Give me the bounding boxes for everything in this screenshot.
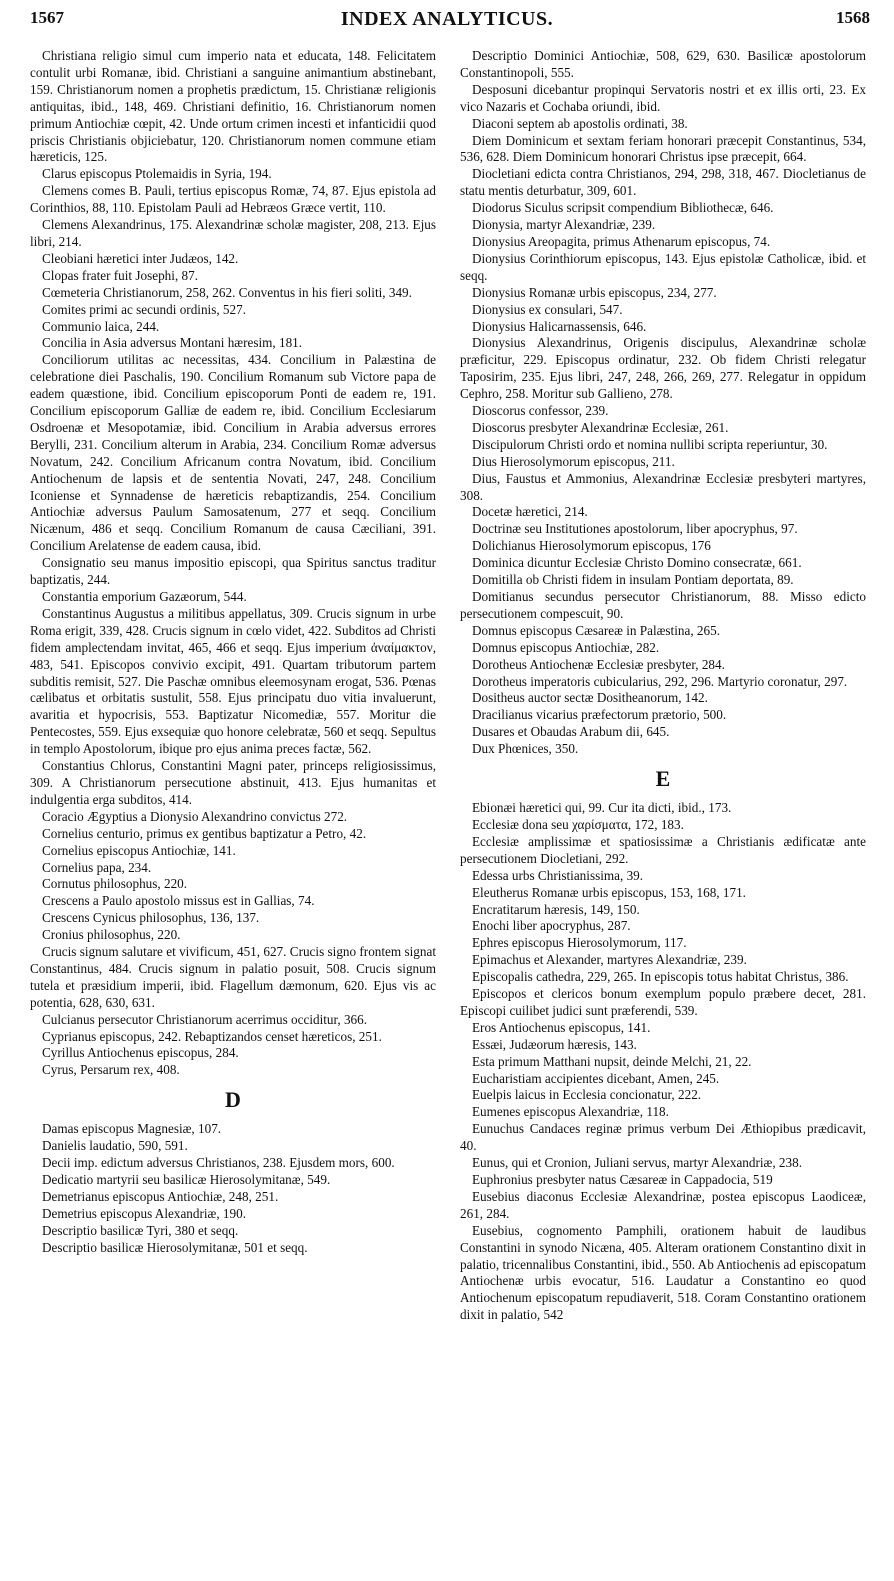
index-entry: Epimachus et Alexander, martyres Alexandriæ, 239. (472, 952, 747, 968)
index-entry: Dionysius Romanæ urbis episcopus, 234, 277. (472, 284, 717, 300)
index-entry: Cornutus philosophus, 220. (42, 876, 188, 892)
index-entry: Ebionæi hæretici qui, 99. Cur ita dicti, ibid., 173. (472, 800, 732, 816)
index-entry: Dorotheus Antiochenæ Ecclesiæ presbyter, 284. (472, 656, 725, 672)
right-column-entries (460, 48, 866, 758)
index-entry: Culcianus persecutor Christianorum acerrimus occiditur, 366. (42, 1011, 368, 1027)
index-entry: Dionysius Corinthiorum episcopus, 143. Ejus epistolæ Catholicæ, ibid. et seqq. (460, 250, 866, 283)
index-entry: Encratitarum hæresis, 149, 150. (472, 901, 640, 917)
index-entry: Diodorus Siculus scripsit compendium Bibliothecæ, 646. (472, 200, 774, 216)
index-entry: Essæi, Judæorum hæresis, 143. (472, 1036, 637, 1052)
index-entry: Clemens comes B. Pauli, tertius episcopus Romæ, 74, 87. Ejus epistola ad Corinthios, 88, 110. Epistolam Pauli ad Hebræos Græce vertit, 110. (30, 183, 436, 216)
index-entry: Descriptio basilicæ Hierosolymitanæ, 501 et seqq. (42, 1239, 308, 1255)
index-entry: Comites primi ac secundi ordinis, 527. (42, 301, 247, 317)
index-entry: Dominica dicuntur Ecclesiæ Christo Domino consecratæ, 661. (472, 555, 802, 571)
index-entry: Dionysius ex consulari, 547. (472, 301, 623, 317)
index-entry: Cornelius papa, 234. (42, 859, 152, 875)
index-entry: Concilia in Asia adversus Montani hæresim, 181. (42, 335, 303, 351)
index-entry: Episcopos et clericos bonum exemplum populo præbere decet, 281. Episcopi cuilibet judici sunt præferendi, 539. (460, 986, 866, 1018)
index-entry: Edessa urbs Christianissima, 39. (472, 867, 644, 883)
section-letter-e: E (655, 766, 671, 792)
index-entry: Clarus episcopus Ptolemaidis in Syria, 194. (42, 166, 272, 182)
index-entry: Esta primum Matthani nupsit, deinde Melchi, 21, 22. (472, 1053, 752, 1069)
index-entry: Dius, Faustus et Ammonius, Alexandrinæ Ecclesiæ presbyteri martyres, 308. (460, 470, 866, 503)
index-entry: Dionysius Areopagita, primus Athenarum episcopus, 74. (472, 233, 771, 249)
index-entry: Demetrius episcopus Alexandriæ, 190. (42, 1205, 247, 1221)
index-entry: Domnus episcopus Cæsareæ in Palæstina, 265. (472, 622, 720, 638)
index-entry: Eumenes episcopus Alexandriæ, 118. (472, 1104, 669, 1120)
index-entry: Dositheus auctor sectæ Dositheanorum, 142. (472, 690, 708, 706)
index-entry: Discipulorum Christi ordo et nomina nullibi scripta reperiuntur, 30. (472, 436, 828, 452)
index-entry: Descriptio basilicæ Tyri, 380 et seqq. (42, 1222, 239, 1238)
index-entry: Demetrianus episcopus Antiochiæ, 248, 251. (42, 1188, 279, 1204)
index-entry: Eusebius diaconus Ecclesiæ Alexandrinæ, postea episcopus Laodiceæ, 261, 284. (460, 1188, 866, 1221)
index-entry: Constantinus Augustus a militibus appellatus, 309. Crucis signum in urbe Roma erigit, 339, 428. Crucis signum in cœlo videt, 422. Subditos ad Christi fidem amplectendam invitat, 465, 466 et seqq. Ejus imperium ἀναίμακτον, 483, 541. Episcopos convivio excipit, 491. Quartam tributorum partem subditis remisit, 527. Die Paschæ omnibus eleemosynam erogat, 536. Pœnas cælibatus et orbitatis sustulit, 558. Ejus principatu duo vitia invaluerunt, avaritia et hypocrisis, 553. Baptizatur Nicomediæ, 557. Moritur die Pentecostes, 559. Ejus exsequiæ quo honore celebratæ, 560 et seqq. Sepultus in templo Apostolorum, ibique pro ejus anima preces factæ, 562. (30, 605, 436, 757)
index-entry: Ecclesiæ dona seu χαρίσματα, 172, 183. (472, 816, 684, 832)
index-entry: Cyprianus episcopus, 242. Rebaptizandos censet hæreticos, 251. (42, 1028, 382, 1044)
index-entry: Euphronius presbyter natus Cæsareæ in Cappadocia, 519 (472, 1172, 773, 1187)
section-letter-d: D (225, 1087, 241, 1113)
index-entry: Dolichianus Hierosolymorum episcopus, 176 (472, 538, 711, 554)
index-entry: Eusebius, cognomento Pamphili, orationem habuit de laudibus Constantini in synodo Nicæna, 405. Alteram orationem Constantino dixit in palatio, tricennalibus Constantini, ibid., 550. Ab Antiochenis ad episcopatum Antiochenæ urbis evocatur, 516. Laudatur a Constantino eo quod Antiochenum episcopatum repudiaverit, 518. Coram Constantino orationem dixit in palatio, 542 (460, 1222, 866, 1323)
index-entry: Docetæ hæretici, 214. (472, 504, 588, 520)
index-entry: Eunuchus Candaces reginæ primus verbum Dei Æthiopibus prædicavit, 40. (460, 1121, 866, 1154)
index-entry: Communio laica, 244. (42, 318, 160, 334)
index-entry: Clemens Alexandrinus, 175. Alexandrinæ scholæ magister, 208, 213. Ejus libri, 214. (30, 217, 436, 249)
index-entry: Cyrus, Persarum rex, 408. (42, 1062, 180, 1078)
index-entry: Decii imp. edictum adversus Christianos, 238. Ejusdem mors, 600. (42, 1155, 395, 1171)
index-entry: Cornelius centurio, primus ex gentibus baptizatur a Petro, 42. (42, 825, 367, 841)
index-entry: Dioscorus presbyter Alexandrinæ Ecclesiæ, 261. (472, 419, 729, 435)
index-entry: Eunus, qui et Cronion, Juliani servus, martyr Alexandriæ, 238. (472, 1155, 803, 1171)
index-entry: Clopas frater fuit Josephi, 87. (42, 267, 199, 283)
index-entry: Domitianus secundus persecutor Christianorum, 88. Misso edicto persecutionem compescuit, 90. (460, 589, 866, 621)
index-entry: Ephres episcopus Hierosolymorum, 117. (472, 935, 687, 951)
index-entry: Episcopalis cathedra, 229, 265. In episcopis totus habitat Christus, 386. (472, 969, 849, 985)
index-entry: Diaconi septem ab apostolis ordinati, 38. (472, 115, 688, 131)
index-entry: Euelpis laicus in Ecclesia concionatur, 222. (472, 1087, 702, 1103)
index-entry: Danielis laudatio, 590, 591. (42, 1138, 188, 1154)
index-entry: Dionysius Halicarnassensis, 646. (472, 318, 647, 334)
index-entry: Dioscorus confessor, 239. (472, 403, 609, 419)
index-entry: Eleutherus Romanæ urbis episcopus, 153, 168, 171. (472, 884, 746, 900)
index-entry: Dionysius Alexandrinus, Origenis discipulus, Alexandrinæ scholæ præficitur, 229. Episcopus ordinatur, 232. Ob fidem Christi relegatur Taposirim, 235. Ejus libri, 247, 248, 266, 269, 277. Relegatur in oppidum Cephro, 258. Moritur sub Gallieno, 278. (460, 335, 866, 402)
index-entry: Cleobiani hæretici inter Judæos, 142. (42, 250, 239, 266)
e-section-entries (460, 800, 866, 1324)
index-entry: Dux Phœnices, 350. (472, 741, 579, 757)
index-entry: Christiana religio simul cum imperio nata et educata, 148. Felicitatem contulit urbi Romanæ, ibid. Christiani a sanguine animantium abstinebant, 159. Christianorum nomen a prophetis prædictum, 15. Christianæ religionis antiquitas, ibid., 148, 469. Christiani definitio, 16. Christianorum nomen primum Antiochiæ cœpit, 42. Unde ortum crimen incesti et infanticidii quod priscis Christianis objiciebatur, 120. Christianorum nomen commune etiam hæreticis, 125. (30, 48, 436, 165)
index-entry: Enochi liber apocryphus, 287. (472, 918, 631, 934)
index-entry: Eros Antiochenus episcopus, 141. (472, 1019, 651, 1035)
running-title: INDEX ANALYTICUS. (340, 8, 554, 30)
right-column (460, 48, 866, 1324)
index-entry: Cœmeteria Christianorum, 258, 262. Conventus in his fieri soliti, 349. (42, 284, 412, 300)
index-entry: Dionysia, martyr Alexandriæ, 239. (472, 217, 656, 233)
index-entry: Consignatio seu manus impositio episcopi, qua Spiritus sanctus traditur baptizatis, 244. (30, 555, 436, 588)
index-entry: Domnus episcopus Antiochiæ, 282. (472, 639, 660, 655)
index-entry: Dius Hierosolymorum episcopus, 211. (472, 453, 675, 469)
index-entry: Damas episcopus Magnesiæ, 107. (42, 1121, 222, 1137)
index-entry: Crescens Cynicus philosophus, 136, 137. (42, 910, 260, 926)
page-number-right: 1568 (836, 8, 870, 27)
index-entry: Desposuni dicebantur propinqui Servatoris nostri et ex illis orti, 23. Ex vico Nazaris et Cochaba oriundi, ibid. (460, 81, 866, 114)
index-entry: Domitilla ob Christi fidem in insulam Pontiam deportata, 89. (472, 572, 794, 588)
page-number-left: 1567 (30, 8, 64, 27)
index-entry: Diem Dominicum et sextam feriam honorari præcepit Constantinus, 534, 536, 628. Diem Dominicum honorari Christus ipse præcepit, 664. (460, 132, 866, 165)
index-entry: Conciliorum utilitas ac necessitas, 434. Concilium in Palæstina de celebratione diei Paschalis, 190. Concilium Romanum sub Victore papa de eadem quæstione, ibid. Concilium episcoporum Ponti de eadem re, 191. Concilium episcoporum Galliæ de eadem re, ibid. Concilium Ecclesiarum Osdroenæ et Mesopotamiæ, ibid. Concilium in Arabia adversus errores Berylli, 231. Concilium alterum in Arabia, 234. Concilium Romæ adversus Novatum, 242. Concilium Africanum contra Novatum, ibid. Concilium Antiochenum de lapsis et de sententia Novati, 247, 248. Concilium Iconiense et Synnadense de hæreticis rebaptizandis, 254. Concilium Antiochiæ adversus Paulum Samosatenum, 277 et seqq. Concilium Nicænum, 486 et seqq. Concilium Romanum de causa Cæciliani, 391. Concilium Arelatense de eadem causa, ibid. (30, 352, 436, 554)
index-entry: Constantia emporium Gazæorum, 544. (42, 589, 247, 604)
index-entry: Eucharistiam accipientes dicebant, Amen, 245. (472, 1070, 720, 1086)
index-entry: Cornelius episcopus Antiochiæ, 141. (42, 842, 236, 858)
index-entry: Crucis signum salutare et vivificum, 451, 627. Crucis signo frontem signat Constantinus, 484. Crucis signum in palatio posuit, 508. Crucis signum tutela et præsidium imperii, ibid. Flagellum dæmonum, 620. Ejus vis ac potentia, 628, 630, 631. (30, 944, 436, 1010)
index-entry: Doctrinæ seu Institutiones apostolorum, liber apocryphus, 97. (472, 521, 798, 537)
index-entry: Crescens a Paulo apostolo missus est in Gallias, 74. (42, 893, 315, 909)
index-entry: Coracio Ægyptius a Dionysio Alexandrino convictus 272. (42, 808, 348, 824)
index-entry: Descriptio Dominici Antiochiæ, 508, 629, 630. Basilicæ apostolorum Constantinopoli, 555. (460, 48, 866, 80)
index-entry: Constantius Chlorus, Constantini Magni pater, princeps religiosissimus, 309. A Christianorum persecutione abstinuit, 413. Ejus humanitas et indulgentia erga subditos, 414. (30, 758, 436, 807)
page-header (0, 0, 894, 40)
index-entry: Cyrillus Antiochenus episcopus, 284. (42, 1045, 239, 1061)
index-entry: Diocletiani edicta contra Christianos, 294, 298, 318, 467. Diocletianus de statu mentis deturbatur, 309, 601. (460, 166, 866, 199)
index-entry: Ecclesiæ amplissimæ et spatiosissimæ a Christianis ædificatæ ante persecutionem Diocletiani, 292. (460, 833, 866, 866)
left-column (30, 48, 436, 1257)
index-entry: Dusares et Obaudas Arabum dii, 645. (472, 724, 670, 740)
d-section-entries (30, 1121, 436, 1256)
index-entry: Dorotheus imperatoris cubicularius, 292, 296. Martyrio coronatur, 297. (472, 673, 848, 689)
left-column-entries (30, 48, 436, 1079)
index-entry: Dedicatio martyrii seu basilicæ Hierosolymitanæ, 549. (42, 1172, 331, 1187)
index-entry: Cronius philosophus, 220. (42, 927, 181, 943)
index-entry: Dracilianus vicarius præfectorum prætorio, 500. (472, 707, 727, 723)
